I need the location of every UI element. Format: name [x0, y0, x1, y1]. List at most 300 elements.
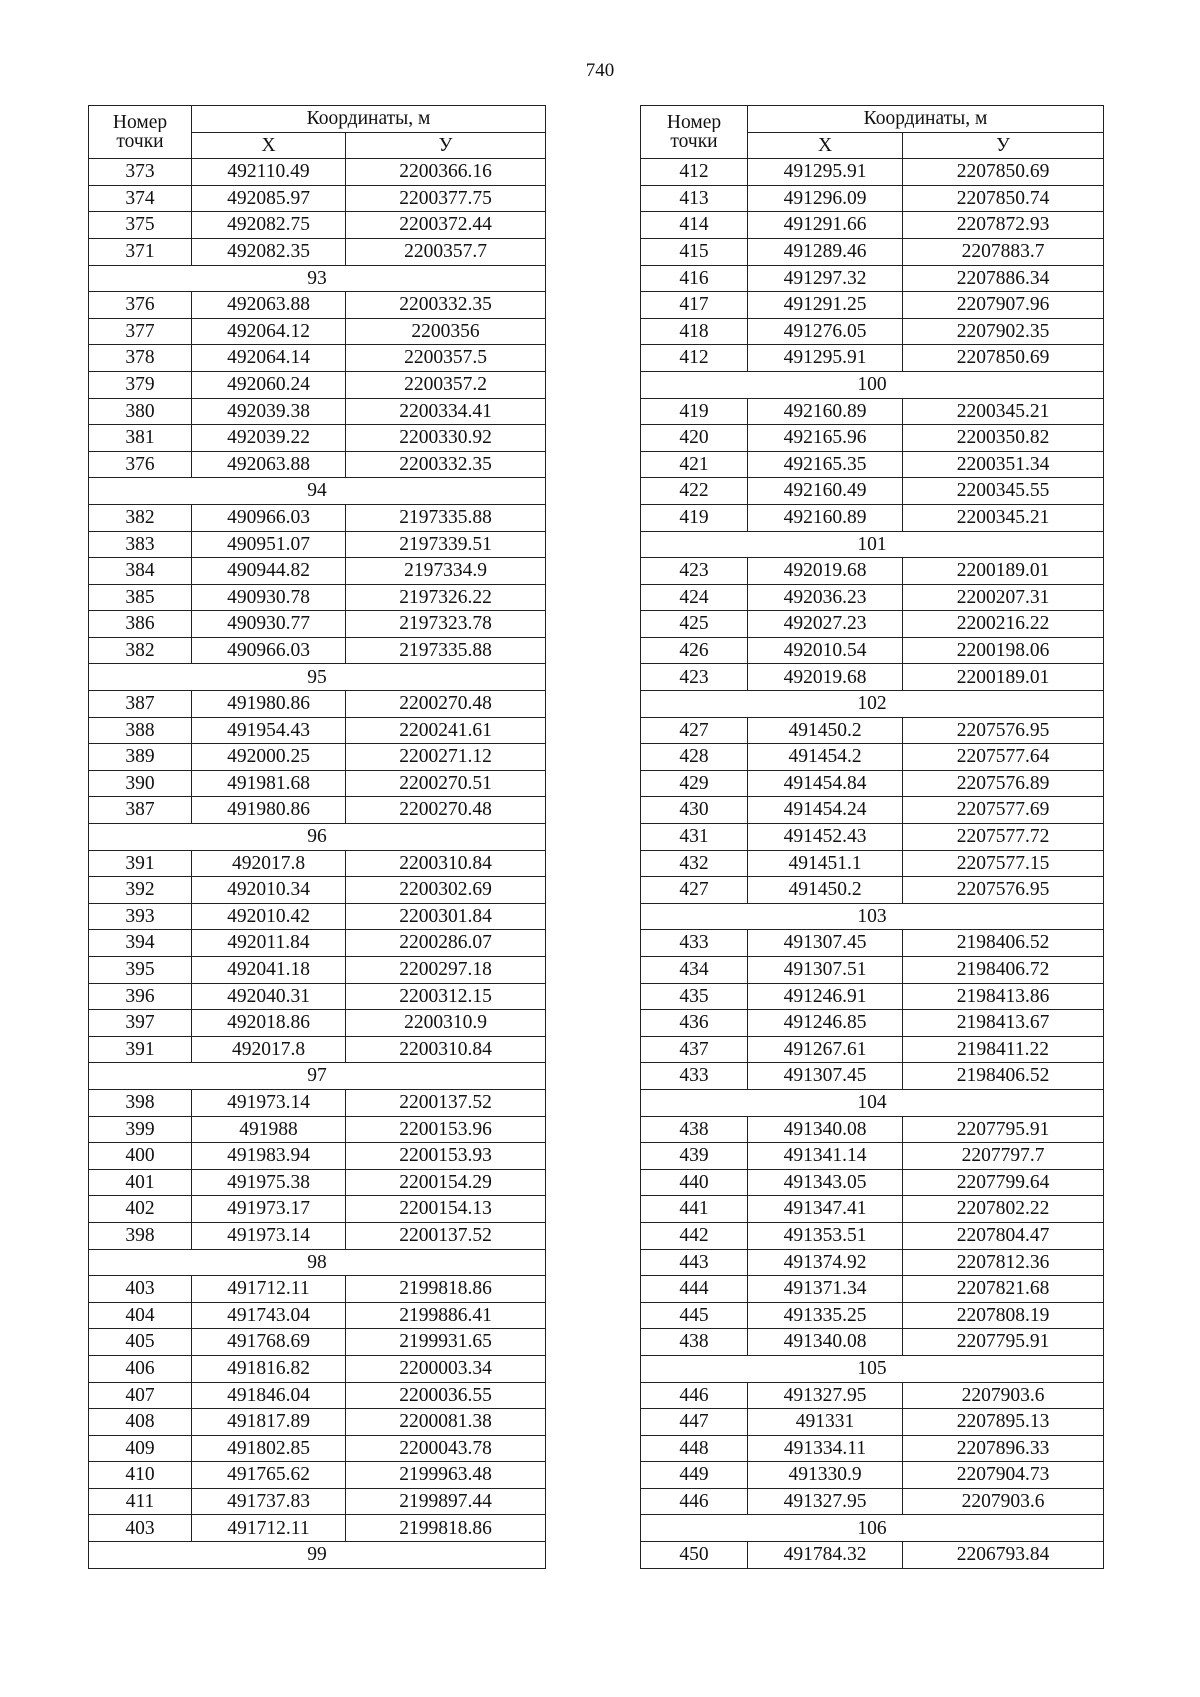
point-number-cell: 401 — [89, 1169, 192, 1196]
point-number-cell: 403 — [89, 1276, 192, 1303]
table-row — [641, 824, 1104, 851]
x-coordinate-cell: 492165.35 — [748, 451, 903, 478]
header-row — [89, 132, 546, 159]
x-coordinate-cell: 492160.89 — [748, 504, 903, 531]
table-row — [89, 797, 546, 824]
x-coordinate-cell: 491246.91 — [748, 983, 903, 1010]
coordinates-header: Координаты, м — [748, 106, 1104, 133]
point-number-cell: 373 — [89, 159, 192, 186]
y-coordinate-cell: 2207577.15 — [903, 850, 1104, 877]
x-coordinate-cell: 492160.89 — [748, 398, 903, 425]
y-coordinate-cell: 2200332.35 — [346, 292, 546, 319]
y-coordinate-cell: 2200241.61 — [346, 717, 546, 744]
y-coordinate-cell: 2200302.69 — [346, 877, 546, 904]
point-number-cell: 398 — [89, 1089, 192, 1116]
point-number-cell: 427 — [641, 877, 748, 904]
point-number-cell: 409 — [89, 1435, 192, 1462]
table-row — [641, 238, 1104, 265]
point-number-cell: 433 — [641, 1063, 748, 1090]
x-coordinate-cell: 491983.94 — [192, 1143, 346, 1170]
x-coordinate-cell: 491297.32 — [748, 265, 903, 292]
table-row — [641, 717, 1104, 744]
x-coordinate-cell: 491973.14 — [192, 1222, 346, 1249]
table-row — [641, 1409, 1104, 1436]
x-coordinate-cell: 491341.14 — [748, 1143, 903, 1170]
table-row — [89, 451, 546, 478]
y-coordinate-cell: 2207883.7 — [903, 238, 1104, 265]
y-coordinate-cell: 2207799.64 — [903, 1169, 1104, 1196]
x-coordinate-cell: 491327.95 — [748, 1488, 903, 1515]
table-row — [89, 877, 546, 904]
point-number-cell: 424 — [641, 584, 748, 611]
group-row — [641, 691, 1104, 718]
x-coordinate-cell: 491712.11 — [192, 1276, 346, 1303]
table-row — [89, 770, 546, 797]
y-coordinate-cell: 2207903.6 — [903, 1488, 1104, 1515]
table-row — [89, 1276, 546, 1303]
group-number: 104 — [641, 1089, 1104, 1116]
point-number-cell: 380 — [89, 398, 192, 425]
y-coordinate-cell: 2199963.48 — [346, 1462, 546, 1489]
x-coordinate-cell: 491267.61 — [748, 1036, 903, 1063]
x-coordinate-cell: 491454.2 — [748, 744, 903, 771]
point-number-cell: 387 — [89, 797, 192, 824]
y-coordinate-cell: 2199818.86 — [346, 1276, 546, 1303]
point-number-cell: 450 — [641, 1542, 748, 1569]
x-coordinate-cell: 492017.8 — [192, 850, 346, 877]
y-coordinate-cell: 2200345.21 — [903, 398, 1104, 425]
point-number-cell: 444 — [641, 1276, 748, 1303]
table-row — [89, 1169, 546, 1196]
table-row — [89, 1222, 546, 1249]
table-row — [641, 1010, 1104, 1037]
point-number-cell: 448 — [641, 1435, 748, 1462]
x-coordinate-cell: 491343.05 — [748, 1169, 903, 1196]
y-coordinate-cell: 2200153.96 — [346, 1116, 546, 1143]
x-coordinate-cell: 492110.49 — [192, 159, 346, 186]
x-coordinate-cell: 491980.86 — [192, 797, 346, 824]
y-coordinate-cell: 2200207.31 — [903, 584, 1104, 611]
table-row — [89, 318, 546, 345]
x-coordinate-cell: 492019.68 — [748, 664, 903, 691]
y-coordinate-cell: 2200154.29 — [346, 1169, 546, 1196]
y-coordinate-cell: 2200153.93 — [346, 1143, 546, 1170]
y-coordinate-cell: 2200351.34 — [903, 451, 1104, 478]
point-number-cell: 371 — [89, 238, 192, 265]
table-row — [89, 1515, 546, 1542]
point-number-cell: 385 — [89, 584, 192, 611]
y-coordinate-cell: 2207850.74 — [903, 185, 1104, 212]
table-row — [641, 850, 1104, 877]
x-coordinate-cell: 490966.03 — [192, 504, 346, 531]
x-coordinate-cell: 491454.84 — [748, 770, 903, 797]
point-number-cell: 430 — [641, 797, 748, 824]
x-coordinate-cell: 490966.03 — [192, 637, 346, 664]
y-coordinate-cell: 2207576.95 — [903, 877, 1104, 904]
group-row — [89, 664, 546, 691]
point-number-cell: 414 — [641, 212, 748, 239]
point-number-cell: 377 — [89, 318, 192, 345]
point-number-cell: 416 — [641, 265, 748, 292]
group-row — [89, 1542, 546, 1569]
x-coordinate-cell: 491954.43 — [192, 717, 346, 744]
point-number-cell: 431 — [641, 824, 748, 851]
point-number-cell: 379 — [89, 371, 192, 398]
y-coordinate-cell: 2200297.18 — [346, 957, 546, 984]
group-row — [89, 1063, 546, 1090]
x-coordinate-cell: 491327.95 — [748, 1382, 903, 1409]
y-coordinate-cell: 2200270.48 — [346, 797, 546, 824]
point-number-cell: 381 — [89, 425, 192, 452]
y-coordinate-cell: 2207903.6 — [903, 1382, 1104, 1409]
group-number: 99 — [89, 1542, 546, 1569]
table-body — [641, 159, 1104, 1568]
point-number-cell: 425 — [641, 611, 748, 638]
y-coordinate-cell: 2200036.55 — [346, 1382, 546, 1409]
point-number-cell: 428 — [641, 744, 748, 771]
x-coordinate-cell: 492063.88 — [192, 292, 346, 319]
table-row — [89, 1435, 546, 1462]
group-row — [641, 1089, 1104, 1116]
point-number-cell: 404 — [89, 1302, 192, 1329]
table-row — [641, 265, 1104, 292]
point-number-cell: 422 — [641, 478, 748, 505]
table-row — [89, 159, 546, 186]
table-row — [641, 930, 1104, 957]
y-coordinate-cell: 2207795.91 — [903, 1116, 1104, 1143]
table-row — [89, 930, 546, 957]
header-row — [89, 106, 546, 133]
point-number-cell: 400 — [89, 1143, 192, 1170]
point-number-cell: 419 — [641, 398, 748, 425]
y-coordinate-cell: 2207795.91 — [903, 1329, 1104, 1356]
group-row — [641, 531, 1104, 558]
table-row — [89, 558, 546, 585]
x-coordinate-cell: 492010.54 — [748, 637, 903, 664]
y-coordinate-cell: 2199818.86 — [346, 1515, 546, 1542]
y-coordinate-cell: 2197323.78 — [346, 611, 546, 638]
y-coordinate-cell: 2200372.44 — [346, 212, 546, 239]
y-coordinate-cell: 2200377.75 — [346, 185, 546, 212]
x-coordinate-cell: 491816.82 — [192, 1355, 346, 1382]
point-number-cell: 378 — [89, 345, 192, 372]
x-coordinate-cell: 492060.24 — [192, 371, 346, 398]
point-number-cell: 419 — [641, 504, 748, 531]
x-coordinate-cell: 491452.43 — [748, 824, 903, 851]
y-coordinate-cell: 2200137.52 — [346, 1222, 546, 1249]
y-coordinate-cell: 2207850.69 — [903, 345, 1104, 372]
y-coordinate-cell: 2207812.36 — [903, 1249, 1104, 1276]
table-row — [89, 717, 546, 744]
y-coordinate-cell: 2200332.35 — [346, 451, 546, 478]
y-column-header: У — [346, 132, 546, 159]
y-coordinate-cell: 2207850.69 — [903, 159, 1104, 186]
x-coordinate-cell: 491454.24 — [748, 797, 903, 824]
point-number-cell: 429 — [641, 770, 748, 797]
y-coordinate-cell: 2200271.12 — [346, 744, 546, 771]
coordinates-table-right — [640, 105, 1104, 1569]
table-row — [641, 1329, 1104, 1356]
point-number-cell: 394 — [89, 930, 192, 957]
y-coordinate-cell: 2207896.33 — [903, 1435, 1104, 1462]
y-coordinate-cell: 2198413.86 — [903, 983, 1104, 1010]
table-row — [641, 637, 1104, 664]
x-coordinate-cell: 491450.2 — [748, 717, 903, 744]
table-row — [89, 292, 546, 319]
y-coordinate-cell: 2200137.52 — [346, 1089, 546, 1116]
y-coordinate-cell: 2207576.89 — [903, 770, 1104, 797]
table-row — [89, 185, 546, 212]
table-row — [89, 1010, 546, 1037]
y-coordinate-cell: 2206793.84 — [903, 1542, 1104, 1569]
table-row — [641, 185, 1104, 212]
y-coordinate-cell: 2207804.47 — [903, 1222, 1104, 1249]
point-number-cell: 435 — [641, 983, 748, 1010]
header-row — [641, 106, 1104, 133]
table-row — [641, 345, 1104, 372]
point-number-cell: 418 — [641, 318, 748, 345]
y-coordinate-cell: 2200270.51 — [346, 770, 546, 797]
point-number-cell: 390 — [89, 770, 192, 797]
point-number-cell: 402 — [89, 1196, 192, 1223]
table-row — [89, 371, 546, 398]
table-row — [89, 531, 546, 558]
point-number-cell: 417 — [641, 292, 748, 319]
group-number: 103 — [641, 903, 1104, 930]
x-coordinate-cell: 491768.69 — [192, 1329, 346, 1356]
x-coordinate-cell: 491331 — [748, 1409, 903, 1436]
y-coordinate-cell: 2200330.92 — [346, 425, 546, 452]
x-coordinate-cell: 492019.68 — [748, 558, 903, 585]
x-coordinate-cell: 491973.14 — [192, 1089, 346, 1116]
point-number-cell: 407 — [89, 1382, 192, 1409]
table-row — [641, 1382, 1104, 1409]
table-row — [641, 744, 1104, 771]
table-row — [89, 1036, 546, 1063]
group-number: 93 — [89, 265, 546, 292]
x-coordinate-cell: 492064.12 — [192, 318, 346, 345]
x-coordinate-cell: 491335.25 — [748, 1302, 903, 1329]
y-coordinate-cell: 2207907.96 — [903, 292, 1104, 319]
y-coordinate-cell: 2197326.22 — [346, 584, 546, 611]
y-coordinate-cell: 2200216.22 — [903, 611, 1104, 638]
x-coordinate-cell: 491846.04 — [192, 1382, 346, 1409]
x-coordinate-cell: 492027.23 — [748, 611, 903, 638]
table-row — [89, 1462, 546, 1489]
table-row — [641, 1302, 1104, 1329]
table-row — [641, 1063, 1104, 1090]
x-coordinate-cell: 491296.09 — [748, 185, 903, 212]
table-row — [641, 504, 1104, 531]
point-number-cell: 403 — [89, 1515, 192, 1542]
x-coordinate-cell: 490951.07 — [192, 531, 346, 558]
point-number-cell: 399 — [89, 1116, 192, 1143]
y-coordinate-cell: 2199931.65 — [346, 1329, 546, 1356]
y-coordinate-cell: 2207895.13 — [903, 1409, 1104, 1436]
point-number-cell: 412 — [641, 159, 748, 186]
table-row — [641, 318, 1104, 345]
y-coordinate-cell: 2200357.5 — [346, 345, 546, 372]
group-number: 105 — [641, 1355, 1104, 1382]
x-coordinate-cell: 492039.38 — [192, 398, 346, 425]
y-coordinate-cell: 2200310.84 — [346, 850, 546, 877]
x-coordinate-cell: 492160.49 — [748, 478, 903, 505]
table-row — [89, 425, 546, 452]
table-row — [89, 238, 546, 265]
x-coordinate-cell: 492063.88 — [192, 451, 346, 478]
table-row — [89, 1382, 546, 1409]
table-row — [641, 664, 1104, 691]
y-coordinate-cell: 2200334.41 — [346, 398, 546, 425]
point-number-cell: 421 — [641, 451, 748, 478]
table-row — [89, 1143, 546, 1170]
x-coordinate-cell: 492036.23 — [748, 584, 903, 611]
y-coordinate-cell: 2207904.73 — [903, 1462, 1104, 1489]
point-number-cell: 406 — [89, 1355, 192, 1382]
point-number-cell: 449 — [641, 1462, 748, 1489]
table-row — [641, 425, 1104, 452]
point-number-cell: 441 — [641, 1196, 748, 1223]
point-number-cell: 396 — [89, 983, 192, 1010]
x-coordinate-cell: 491737.83 — [192, 1488, 346, 1515]
y-coordinate-cell: 2197339.51 — [346, 531, 546, 558]
point-number-cell: 392 — [89, 877, 192, 904]
x-coordinate-cell: 491289.46 — [748, 238, 903, 265]
y-coordinate-cell: 2200198.06 — [903, 637, 1104, 664]
x-coordinate-cell: 491712.11 — [192, 1515, 346, 1542]
y-coordinate-cell: 2200357.7 — [346, 238, 546, 265]
x-coordinate-cell: 491307.51 — [748, 957, 903, 984]
table-row — [641, 1488, 1104, 1515]
point-number-cell: 395 — [89, 957, 192, 984]
y-coordinate-cell: 2207808.19 — [903, 1302, 1104, 1329]
group-row — [89, 265, 546, 292]
group-row — [641, 1355, 1104, 1382]
table-row — [641, 159, 1104, 186]
point-number-header: точки — [641, 132, 748, 159]
table-row — [641, 1542, 1104, 1569]
header-row — [641, 132, 1104, 159]
group-row — [641, 1515, 1104, 1542]
y-coordinate-cell: 2207577.64 — [903, 744, 1104, 771]
y-coordinate-cell: 2199897.44 — [346, 1488, 546, 1515]
x-column-header: X — [748, 132, 903, 159]
point-number-cell: 391 — [89, 1036, 192, 1063]
x-coordinate-cell: 492000.25 — [192, 744, 346, 771]
table-row — [89, 1089, 546, 1116]
table-row — [89, 212, 546, 239]
point-number-cell: 423 — [641, 664, 748, 691]
table-row — [641, 797, 1104, 824]
y-coordinate-cell: 2200345.21 — [903, 504, 1104, 531]
x-coordinate-cell: 490944.82 — [192, 558, 346, 585]
table-row — [89, 1488, 546, 1515]
table-row — [89, 1196, 546, 1223]
point-number-cell: 412 — [641, 345, 748, 372]
point-number-cell: 445 — [641, 1302, 748, 1329]
table-row — [641, 877, 1104, 904]
point-number-cell: 398 — [89, 1222, 192, 1249]
x-coordinate-cell: 492040.31 — [192, 983, 346, 1010]
x-coordinate-cell: 492041.18 — [192, 957, 346, 984]
x-coordinate-cell: 492082.35 — [192, 238, 346, 265]
point-number-cell: 426 — [641, 637, 748, 664]
group-number: 106 — [641, 1515, 1104, 1542]
table-body — [89, 159, 546, 1568]
point-number-cell: 388 — [89, 717, 192, 744]
y-coordinate-cell: 2200189.01 — [903, 664, 1104, 691]
x-coordinate-cell: 491307.45 — [748, 930, 903, 957]
table-row — [641, 1196, 1104, 1223]
x-coordinate-cell: 492010.34 — [192, 877, 346, 904]
table-row — [89, 584, 546, 611]
point-number-cell: 446 — [641, 1382, 748, 1409]
x-coordinate-cell: 492010.42 — [192, 903, 346, 930]
y-coordinate-cell: 2200357.2 — [346, 371, 546, 398]
x-coordinate-cell: 491973.17 — [192, 1196, 346, 1223]
group-row — [641, 371, 1104, 398]
point-number-cell: 393 — [89, 903, 192, 930]
x-coordinate-cell: 491340.08 — [748, 1329, 903, 1356]
point-number-cell: 376 — [89, 292, 192, 319]
group-row — [89, 824, 546, 851]
table-row — [641, 611, 1104, 638]
point-number-cell: 384 — [89, 558, 192, 585]
y-coordinate-cell: 2197334.9 — [346, 558, 546, 585]
x-coordinate-cell: 491988 — [192, 1116, 346, 1143]
x-coordinate-cell: 492165.96 — [748, 425, 903, 452]
point-number-header: точки — [89, 132, 192, 159]
table-row — [641, 957, 1104, 984]
x-coordinate-cell: 491291.25 — [748, 292, 903, 319]
y-coordinate-cell: 2200154.13 — [346, 1196, 546, 1223]
x-coordinate-cell: 491817.89 — [192, 1409, 346, 1436]
y-coordinate-cell: 2200356 — [346, 318, 546, 345]
point-number-cell: 442 — [641, 1222, 748, 1249]
table-row — [89, 1302, 546, 1329]
point-number-cell: 415 — [641, 238, 748, 265]
x-coordinate-cell: 491307.45 — [748, 1063, 903, 1090]
x-coordinate-cell: 491981.68 — [192, 770, 346, 797]
point-number-cell: 438 — [641, 1116, 748, 1143]
point-number-cell: 405 — [89, 1329, 192, 1356]
table-row — [641, 1462, 1104, 1489]
table-row — [641, 398, 1104, 425]
y-coordinate-cell: 2198406.52 — [903, 930, 1104, 957]
coordinates-table-left — [88, 105, 546, 1569]
point-number-cell: 413 — [641, 185, 748, 212]
x-coordinate-cell: 491330.9 — [748, 1462, 903, 1489]
x-coordinate-cell: 492018.86 — [192, 1010, 346, 1037]
y-coordinate-cell: 2200003.34 — [346, 1355, 546, 1382]
table-row — [641, 983, 1104, 1010]
x-coordinate-cell: 491353.51 — [748, 1222, 903, 1249]
x-coordinate-cell: 492011.84 — [192, 930, 346, 957]
y-coordinate-cell: 2207821.68 — [903, 1276, 1104, 1303]
y-coordinate-cell: 2207576.95 — [903, 717, 1104, 744]
group-number: 95 — [89, 664, 546, 691]
table-row — [89, 903, 546, 930]
x-coordinate-cell: 491743.04 — [192, 1302, 346, 1329]
y-coordinate-cell: 2207577.72 — [903, 824, 1104, 851]
table-row — [89, 637, 546, 664]
x-coordinate-cell: 490930.77 — [192, 611, 346, 638]
table-row — [641, 1169, 1104, 1196]
table-row — [641, 1222, 1104, 1249]
x-coordinate-cell: 491246.85 — [748, 1010, 903, 1037]
group-number: 98 — [89, 1249, 546, 1276]
table-row — [89, 957, 546, 984]
